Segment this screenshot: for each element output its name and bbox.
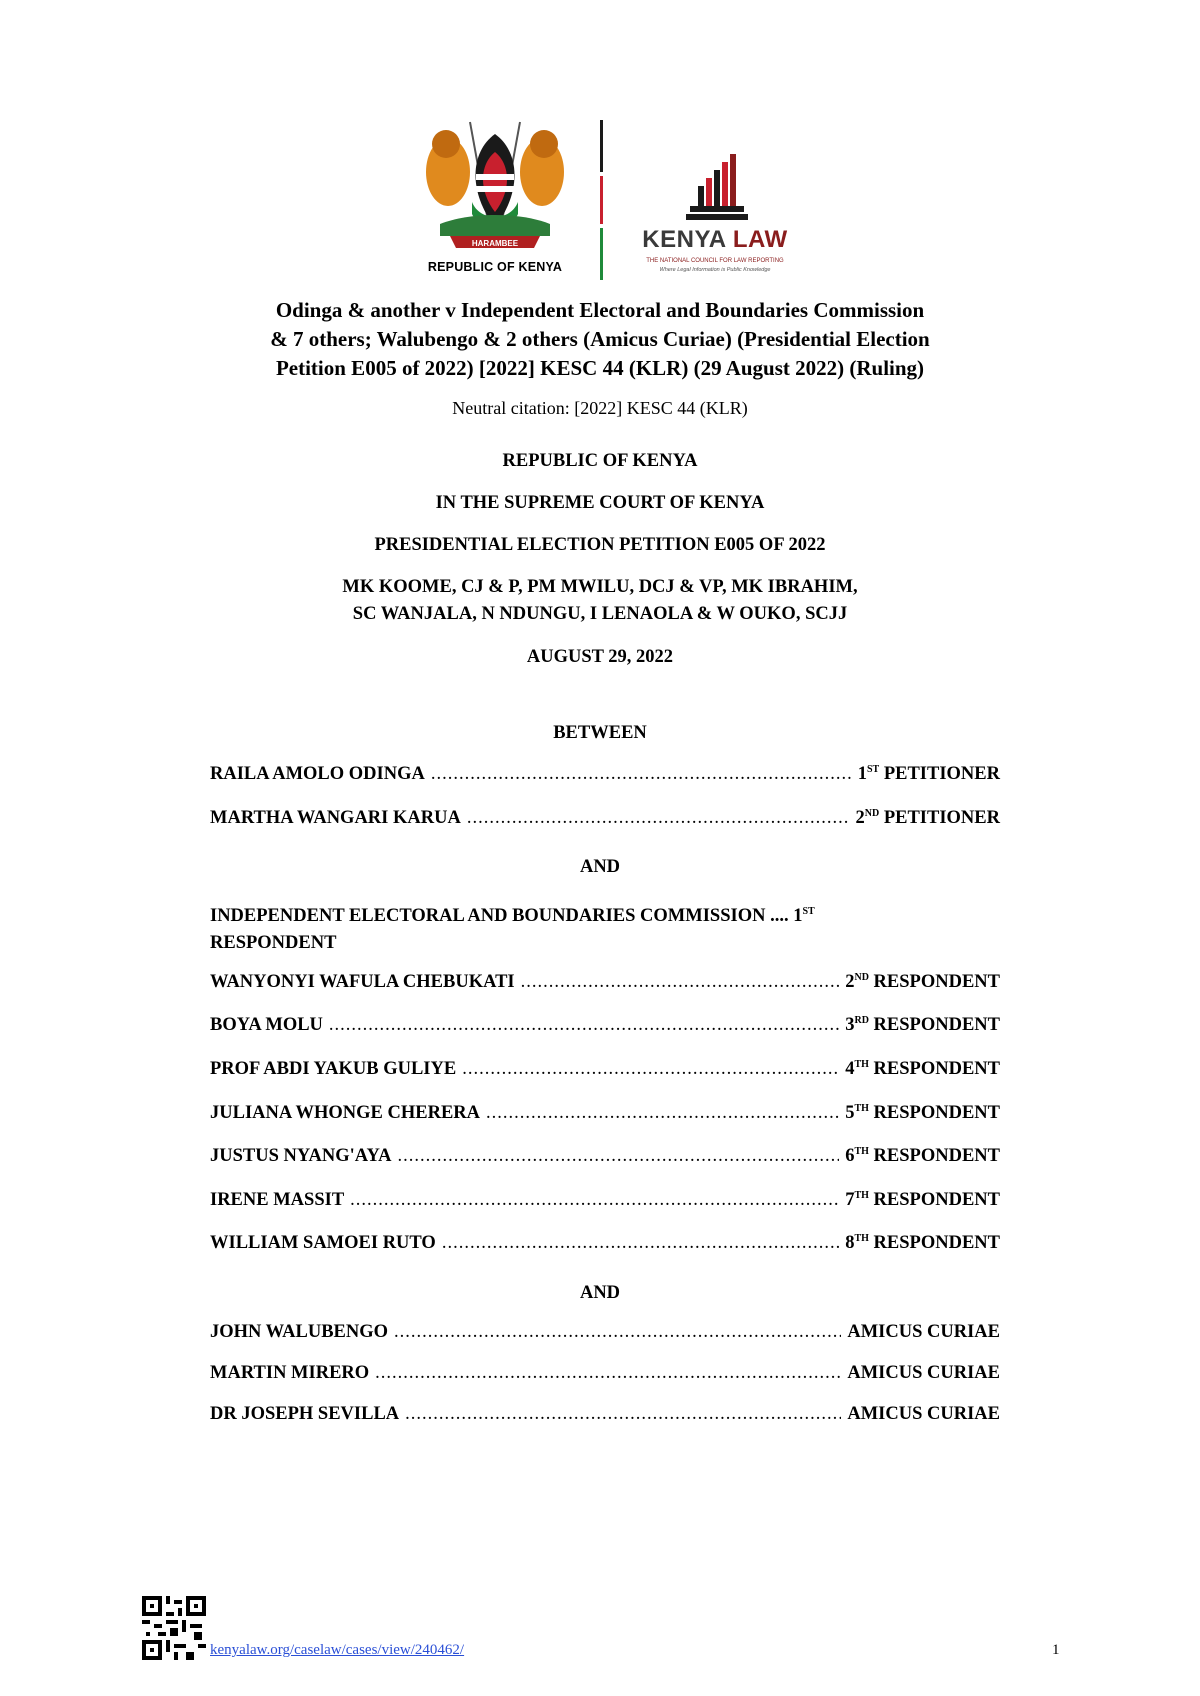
case-url-link[interactable]: kenyalaw.org/caselaw/cases/view/240462/ — [210, 1642, 465, 1658]
header-logos — [410, 112, 810, 282]
party-row: MARTIN MIRERO ..... AMICUS CURIAE — [210, 1363, 1000, 1384]
party-row: WANYONYI WAFULA CHEBUKATI ..... 2ND RESPONDENT — [210, 972, 1000, 993]
coat-of-arms-caption: REPUBLIC OF KENYA — [427, 260, 563, 274]
date-heading: AUGUST 29, 2022 — [526, 647, 674, 667]
party-row: INDEPENDENT ELECTORAL AND BOUNDARIES COMMISSION .... 1ST RESPONDENT — [210, 906, 815, 953]
party-row: WILLIAM SAMOEI RUTO ..... 8TH RESPONDENT — [210, 1233, 1000, 1254]
qr-code-icon — [142, 1596, 206, 1660]
petition-heading: PRESIDENTIAL ELECTION PETITION E005 OF 2022 — [374, 535, 826, 555]
judges-heading: MK KOOME, CJ & P, PM MWILU, DCJ & VP, MK IBRAHIM, SC WANJALA, N NDUNGU, I LENAOLA & W OUKO, SCJJ — [342, 577, 858, 624]
party-row: JULIANA WHONGE CHERERA ..... 5TH RESPONDENT — [210, 1103, 1000, 1124]
case-title: Odinga & another v Independent Electoral and Boundaries Commission & 7 others; Walubengo & 2 others (Amicus Curiae) (Presidential Election Petition E005 of 2022) [2022] KESC 44 (KLR) (29 August 2022) (Ruling) — [270, 298, 930, 380]
page-number: 1 — [1052, 1642, 1060, 1658]
svg-text:HARAMBEE: HARAMBEE — [471, 239, 519, 248]
kenya-law-motto: Where Legal Information is Public Knowledge — [659, 267, 771, 273]
neutral-citation: Neutral citation: [2022] KESC 44 (KLR) — [452, 398, 748, 418]
coat-of-arms-icon — [410, 112, 580, 262]
and-heading: AND — [579, 1283, 621, 1303]
coat-of-arms-logo — [410, 112, 580, 282]
party-row: PROF ABDI YAKUB GULIYE ..... 4TH RESPONDENT — [210, 1059, 1000, 1080]
court-heading: IN THE SUPREME COURT OF KENYA — [435, 493, 765, 513]
and-heading: AND — [579, 857, 621, 877]
party-row: IRENE MASSIT ..... 7TH RESPONDENT — [210, 1190, 1000, 1211]
party-row: MARTHA WANGARI KARUA ..... 2ND PETITIONER — [210, 808, 1000, 829]
kenya-law-tagline: THE NATIONAL COUNCIL FOR LAW REPORTING — [646, 258, 784, 264]
kenya-law-wordmark: KENYA LAW — [642, 226, 788, 253]
party-row: RAILA AMOLO ODINGA ..... 1ST PETITIONER — [210, 764, 1000, 785]
kenya-law-logo — [630, 142, 800, 272]
party-row: DR JOSEPH SEVILLA ..... AMICUS CURIAE — [210, 1404, 1000, 1425]
flag-divider — [600, 120, 603, 280]
party-row: BOYA MOLU ..... 3RD RESPONDENT — [210, 1015, 1000, 1036]
kenya-law-pillars-icon — [630, 142, 800, 222]
party-row: JUSTUS NYANG'AYA ..... 6TH RESPONDENT — [210, 1146, 1000, 1167]
party-row: JOHN WALUBENGO ..... AMICUS CURIAE — [210, 1322, 1000, 1343]
republic-heading: REPUBLIC OF KENYA — [502, 451, 698, 471]
between-heading: BETWEEN — [553, 723, 647, 743]
